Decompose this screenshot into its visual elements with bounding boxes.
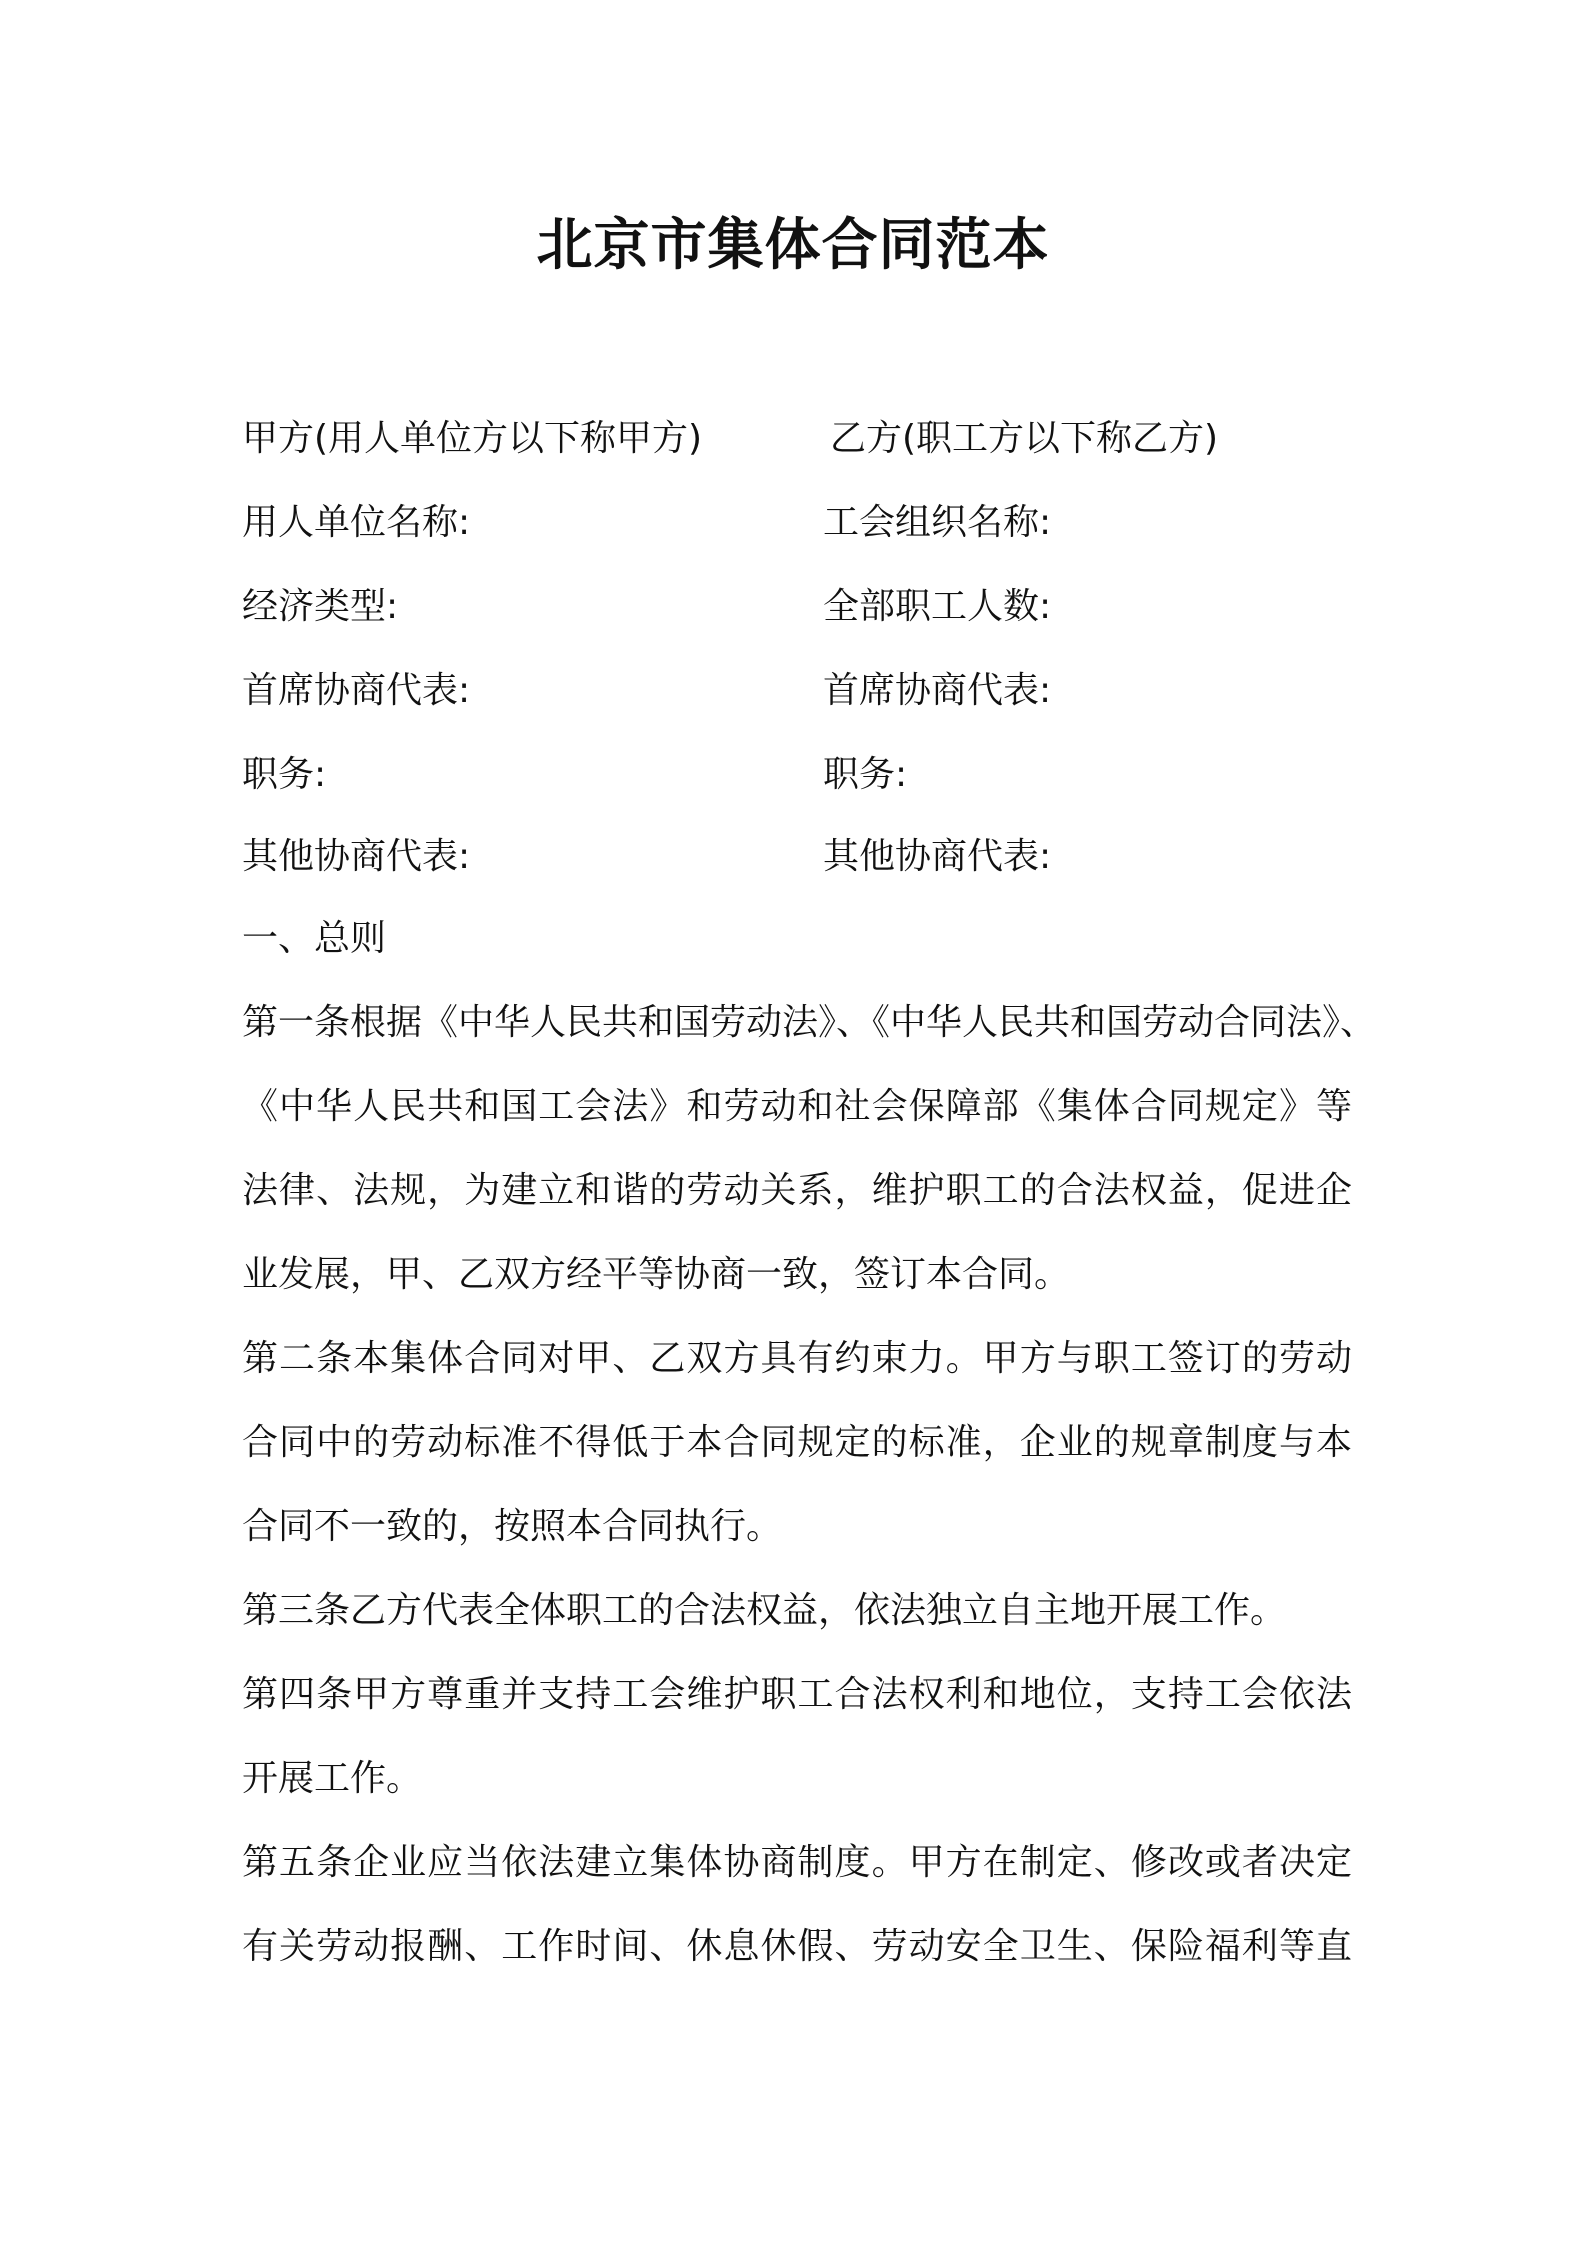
article-1-line-4: 业发展，甲、乙双方经平等协商一致，签订本合同。 (242, 1254, 1071, 1295)
employee-count-field: 全部职工人数: (823, 586, 1052, 627)
article-5-line-1: 第五条企业应当依法建立集体协商制度。甲方在制定、修改或者决定 (242, 1842, 1352, 1883)
employer-name-field: 用人单位名称: (242, 502, 471, 543)
party-a-chief-rep-field: 首席协商代表: (242, 670, 471, 711)
party-a-position-field: 职务: (242, 754, 327, 795)
party-row-chief (0, 649, 1586, 733)
party-header-row (0, 397, 1586, 481)
party-b-position-field: 职务: (823, 754, 908, 795)
union-name-field: 工会组织名称: (823, 502, 1052, 543)
article-2-line-1: 第二条本集体合同对甲、乙双方具有约束力。甲方与职工签订的劳动 (242, 1338, 1352, 1379)
party-b-label: 乙方(职工方以下称乙方) (830, 418, 1219, 459)
contract-body (242, 897, 1377, 1989)
party-b-chief-rep-field: 首席协商代表: (823, 670, 1052, 711)
article-4-line-2: 开展工作。 (242, 1758, 423, 1799)
article-5-line-2: 有关劳动报酬、工作时间、休息休假、劳动安全卫生、保险福利等直 (242, 1926, 1352, 1967)
party-row-position (0, 733, 1586, 817)
party-row-name (0, 481, 1586, 565)
party-row-type (0, 565, 1586, 649)
party-a-label: 甲方(用人单位方以下称甲方) (242, 418, 703, 459)
article-2-line-3: 合同不一致的，按照本合同执行。 (242, 1506, 783, 1547)
economic-type-field: 经济类型: (242, 586, 399, 627)
party-b-other-reps-field: 其他协商代表: (823, 836, 1052, 877)
party-row-other (0, 815, 1586, 899)
article-3-line-1: 第三条乙方代表全体职工的合法权益，依法独立自主地开展工作。 (242, 1590, 1287, 1631)
section-heading: 一、总则 (242, 918, 387, 959)
article-4-line-1: 第四条甲方尊重并支持工会维护职工合法权利和地位，支持工会依法 (242, 1674, 1352, 1715)
article-1-line-2: 《中华人民共和国工会法》和劳动和社会保障部《集体合同规定》等 (242, 1086, 1352, 1127)
party-a-other-reps-field: 其他协商代表: (242, 836, 471, 877)
article-2-line-2: 合同中的劳动标准不得低于本合同规定的标准，企业的规章制度与本 (242, 1422, 1352, 1463)
document-title: 北京市集体合同范本 (536, 213, 1050, 278)
article-1-line-3: 法律、法规，为建立和谐的劳动关系，维护职工的合法权益，促进企 (242, 1170, 1352, 1211)
article-1-line-1: 第一条根据《中华人民共和国劳动法》、《中华人民共和国劳动合同法》、 (242, 1002, 1377, 1043)
